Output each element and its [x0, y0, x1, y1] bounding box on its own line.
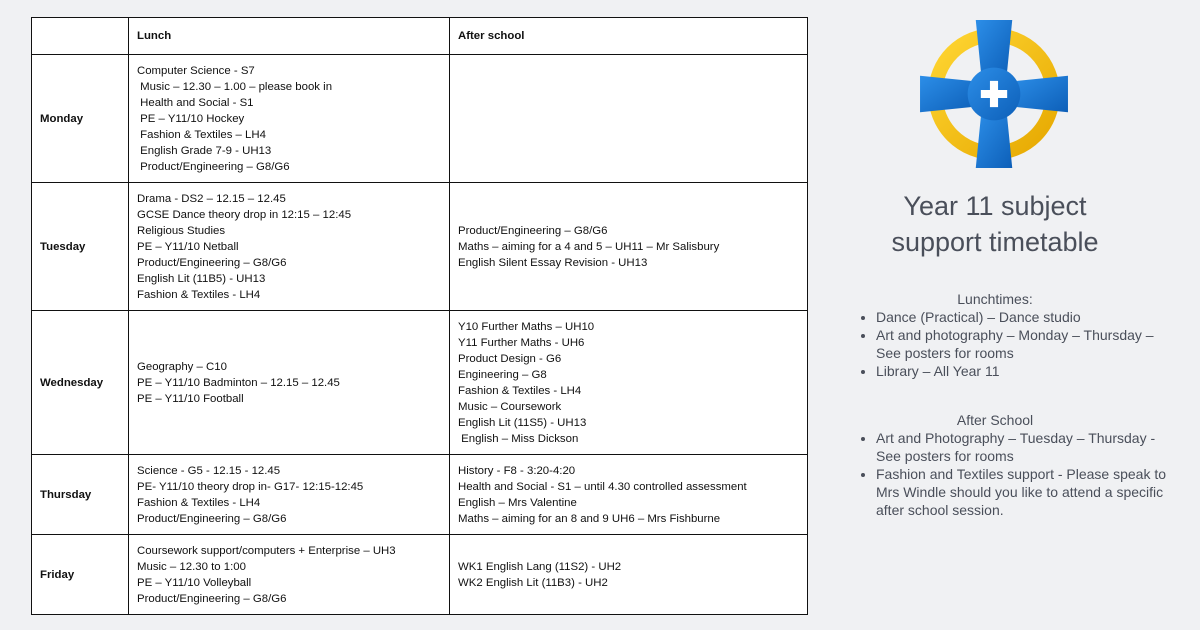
session-line: English Lit (11S5) - UH13	[458, 416, 587, 429]
lunchtimes-heading: Lunchtimes:	[957, 291, 1033, 307]
list-item: • Fashion and Textiles support - Please speak to Mrs Windle should you like to attend a specific after school session.	[876, 465, 1167, 519]
session-line: Y11 Further Maths - UH6	[458, 336, 585, 349]
sidebar	[862, 0, 1172, 630]
list-item: • Art and photography – Monday – Thursday – See posters for rooms	[876, 326, 1167, 362]
session-line: Drama - DS2 – 12.15 – 12.45	[137, 192, 286, 205]
list-item: • Library – All Year 11	[876, 362, 1167, 380]
timetable-table	[31, 17, 808, 615]
session-line: History - F8 - 3:20-4:20	[458, 464, 576, 477]
school-cross-logo-icon	[918, 18, 1070, 170]
session-line: Maths – aiming for an 8 and 9 UH6 – Mrs Fishburne	[458, 512, 721, 525]
session-line: GCSE Dance theory drop in 12:15 – 12:45	[137, 208, 352, 221]
session-line: Product/Engineering – G8/G6	[458, 224, 608, 237]
session-line: Health and Social - S1 – until 4.30 controlled assessment	[458, 480, 747, 493]
session-line: Fashion & Textiles - LH4	[137, 496, 261, 509]
lunch-cell	[129, 455, 450, 535]
session-line: Y10 Further Maths – UH10	[458, 320, 595, 333]
header-lunch: Lunch	[129, 18, 450, 55]
session-line: Product/Engineering – G8/G6	[137, 592, 287, 605]
session-line: Geography – C10	[137, 360, 227, 373]
session-line: English – Miss Dickson	[458, 432, 579, 445]
after-school-heading: After School	[956, 412, 1034, 428]
session-line: WK2 English Lit (11B3) - UH2	[458, 576, 608, 589]
list-item: • Art and Photography – Tuesday – Thursday - See posters for rooms	[876, 429, 1167, 465]
day-cell: Tuesday	[32, 183, 129, 311]
session-line: Product/Engineering – G8/G6	[137, 160, 290, 173]
title-line-1: Year 11 subject	[903, 191, 1087, 221]
title-line-2: support timetable	[891, 227, 1099, 257]
day-cell: Thursday	[32, 455, 129, 535]
session-line: Music – Coursework	[458, 400, 562, 413]
session-line: PE- Y11/10 theory drop in- G17- 12:15-12:45	[137, 480, 364, 493]
lunch-cell	[129, 183, 450, 311]
session-line: Music – 12.30 to 1:00	[137, 560, 246, 573]
lunchtimes-section	[862, 290, 1167, 380]
session-line: PE – Y11/10 Netball	[137, 240, 239, 253]
lunch-cell	[129, 535, 450, 615]
after-school-cell	[450, 55, 808, 183]
session-line: Computer Science - S7	[137, 64, 255, 77]
session-line: Music – 12.30 – 1.00 – please book in	[137, 80, 333, 93]
session-line: English Lit (11B5) - UH13	[137, 272, 266, 285]
session-line: Maths – aiming for a 4 and 5 – UH11 – Mr Salisbury	[458, 240, 720, 253]
lunch-cell	[129, 311, 450, 455]
table-row	[32, 535, 808, 615]
session-line: Health and Social - S1	[137, 96, 254, 109]
session-line: Fashion & Textiles – LH4	[137, 128, 266, 141]
table-header-row	[32, 18, 808, 55]
after-school-section	[862, 411, 1167, 519]
table-row	[32, 455, 808, 535]
session-line: PE – Y11/10 Badminton – 12.15 – 12.45	[137, 376, 340, 389]
session-line: Coursework support/computers + Enterprise – UH3	[137, 544, 396, 557]
day-cell: Wednesday	[32, 311, 129, 455]
header-blank	[32, 18, 129, 55]
session-line: PE – Y11/10 Hockey	[137, 112, 245, 125]
session-line: Product/Engineering – G8/G6	[137, 512, 287, 525]
day-cell: Monday	[32, 55, 129, 183]
header-after-school: After school	[450, 18, 808, 55]
after-school-cell	[450, 183, 808, 311]
page-title	[862, 188, 1128, 260]
session-line: Engineering – G8	[458, 368, 547, 381]
session-line: WK1 English Lang (11S2) - UH2	[458, 560, 622, 573]
session-line: Product/Engineering – G8/G6	[137, 256, 287, 269]
session-line: Science - G5 - 12.15 - 12.45	[137, 464, 281, 477]
after-school-cell	[450, 455, 808, 535]
session-line: Product Design - G6	[458, 352, 562, 365]
after-school-cell	[450, 311, 808, 455]
table-row	[32, 55, 808, 183]
session-line: PE – Y11/10 Football	[137, 392, 244, 405]
after-school-cell	[450, 535, 808, 615]
session-line: Religious Studies	[137, 224, 226, 237]
table-row	[32, 311, 808, 455]
day-cell: Friday	[32, 535, 129, 615]
table-row	[32, 183, 808, 311]
session-line: Fashion & Textiles - LH4	[137, 288, 261, 301]
lunch-cell	[129, 55, 450, 183]
list-item: • Dance (Practical) – Dance studio	[876, 308, 1167, 326]
session-line: English Silent Essay Revision - UH13	[458, 256, 648, 269]
session-line: English Grade 7-9 - UH13	[137, 144, 272, 157]
session-line: English – Mrs Valentine	[458, 496, 577, 509]
session-line: PE – Y11/10 Volleyball	[137, 576, 252, 589]
session-line: Fashion & Textiles - LH4	[458, 384, 582, 397]
